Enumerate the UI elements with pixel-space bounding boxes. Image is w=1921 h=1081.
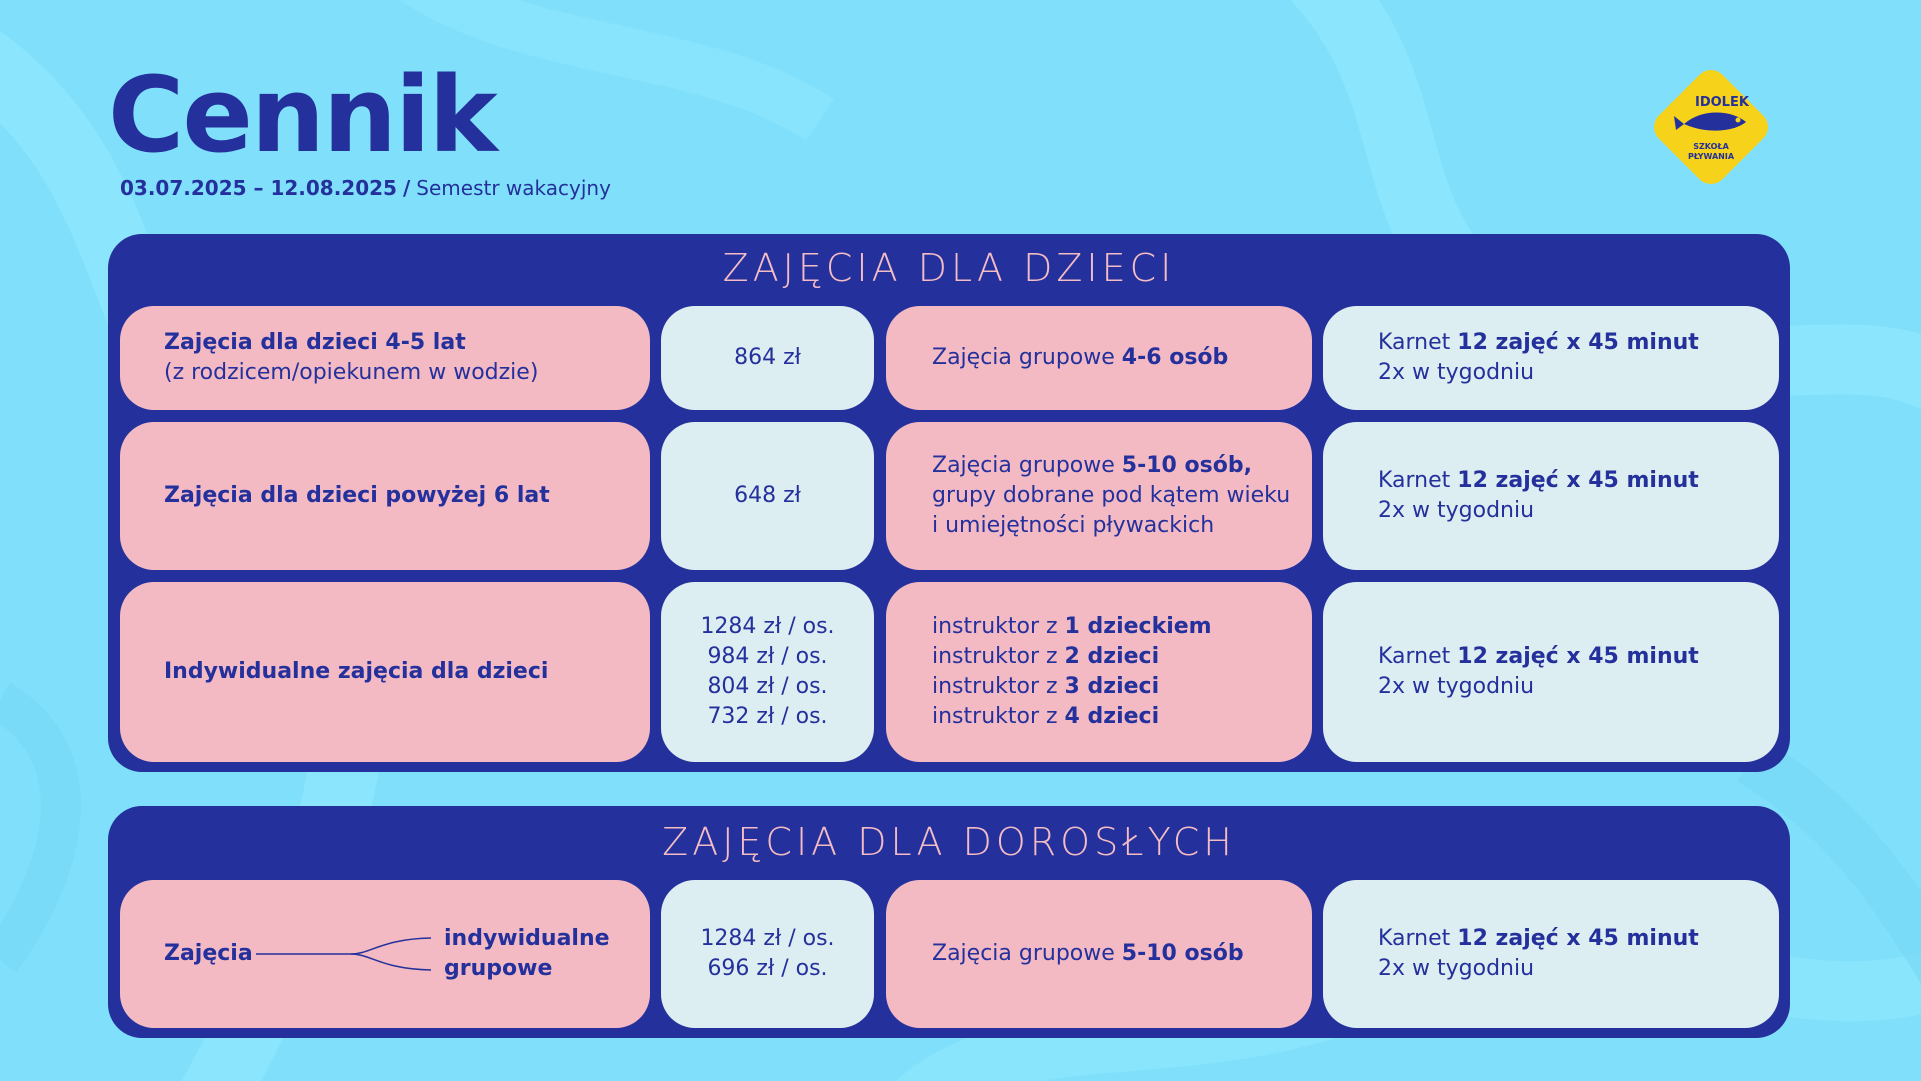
swim-school-logo	[1642, 58, 1780, 196]
price-value: 984 zł / os.	[707, 644, 828, 669]
kids-panel-title: ZAJĘCIA DLA DZIECI	[722, 246, 1176, 290]
kids-row-3-instructor	[886, 582, 1312, 762]
price-value: 696 zł / os.	[707, 956, 828, 981]
group-note-2: i umiejętności pływackich	[932, 513, 1215, 538]
adults-pricing-panel	[108, 806, 1790, 1038]
option-group: grupowe	[444, 956, 553, 981]
kids-row-1-price	[661, 306, 874, 410]
kids-row-2-pass	[1323, 422, 1779, 570]
group-note-1: grupy dobrane pod kątem wieku	[932, 483, 1291, 508]
adults-row-pass	[1323, 880, 1779, 1028]
instructor-option: 3 dzieci	[1064, 674, 1160, 699]
class-note: (z rodzicem/opiekunem w wodzie)	[164, 360, 539, 385]
pass-label: Karnet	[1378, 926, 1458, 951]
group-label: Zajęcia grupowe	[932, 453, 1122, 478]
kids-row-1-group	[886, 306, 1312, 410]
instructor-option: 1 dzieckiem	[1064, 614, 1212, 639]
kids-row-2-group	[886, 422, 1312, 570]
period-subtitle	[120, 176, 611, 200]
pass-details: 12 zajęć x 45 minut	[1457, 926, 1699, 951]
class-name: Zajęcia	[164, 941, 253, 966]
pass-frequency: 2x w tygodniu	[1378, 360, 1535, 385]
kids-row-3-name	[120, 582, 650, 762]
price-value: 864 zł	[734, 345, 801, 370]
instructor-label: instruktor z	[932, 644, 1065, 669]
branch-connector-icon	[256, 929, 436, 979]
group-size: 5-10 osób	[1121, 941, 1244, 966]
instructor-option: 2 dzieci	[1064, 644, 1160, 669]
pass-label: Karnet	[1378, 330, 1458, 355]
price-value: 1284 zł / os.	[700, 926, 835, 951]
class-name: Indywidualne zajęcia dla dzieci	[164, 659, 549, 684]
class-name: Zajęcia dla dzieci 4-5 lat	[164, 330, 466, 355]
instructor-label: instruktor z	[932, 704, 1065, 729]
kids-row-2-name	[120, 422, 650, 570]
pass-label: Karnet	[1378, 644, 1458, 669]
separator: /	[402, 176, 411, 200]
instructor-label: instruktor z	[932, 614, 1065, 639]
logo-line-2: PŁYWANIA	[1687, 152, 1735, 161]
class-name: Zajęcia dla dzieci powyżej 6 lat	[164, 483, 550, 508]
logo-name: IDOLEK	[1695, 95, 1749, 110]
semester-label: Semestr wakacyjny	[416, 176, 611, 200]
price-value: 1284 zł / os.	[700, 614, 835, 639]
kids-row-2-price	[661, 422, 874, 570]
pass-details: 12 zajęć x 45 minut	[1457, 644, 1699, 669]
adults-row-name	[120, 880, 650, 1028]
group-label: Zajęcia grupowe	[932, 941, 1122, 966]
price-value: 804 zł / os.	[707, 674, 828, 699]
adults-panel-title: ZAJĘCIA DLA DOROSŁYCH	[662, 820, 1236, 864]
group-label: Zajęcia grupowe	[932, 345, 1122, 370]
adults-row-prices	[661, 880, 874, 1028]
pass-details: 12 zajęć x 45 minut	[1457, 468, 1699, 493]
instructor-label: instruktor z	[932, 674, 1065, 699]
kids-row-1-pass	[1323, 306, 1779, 410]
group-size: 5-10 osób,	[1121, 453, 1252, 478]
date-range: 03.07.2025 – 12.08.2025	[120, 176, 397, 200]
pass-details: 12 zajęć x 45 minut	[1457, 330, 1699, 355]
instructor-option: 4 dzieci	[1064, 704, 1160, 729]
page-title: Cennik	[108, 54, 496, 176]
price-value: 732 zł / os.	[707, 704, 828, 729]
pass-frequency: 2x w tygodniu	[1378, 498, 1535, 523]
kids-row-3-prices	[661, 582, 874, 762]
pass-frequency: 2x w tygodniu	[1378, 956, 1535, 981]
pass-label: Karnet	[1378, 468, 1458, 493]
kids-row-1-name	[120, 306, 650, 410]
pass-frequency: 2x w tygodniu	[1378, 674, 1535, 699]
kids-row-3-pass	[1323, 582, 1779, 762]
logo-line-1: SZKOŁA	[1693, 142, 1729, 151]
group-size: 4-6 osób	[1121, 345, 1229, 370]
price-value: 648 zł	[734, 483, 801, 508]
adults-row-group	[886, 880, 1312, 1028]
option-individual: indywidualne	[444, 926, 610, 951]
kids-pricing-panel	[108, 234, 1790, 772]
